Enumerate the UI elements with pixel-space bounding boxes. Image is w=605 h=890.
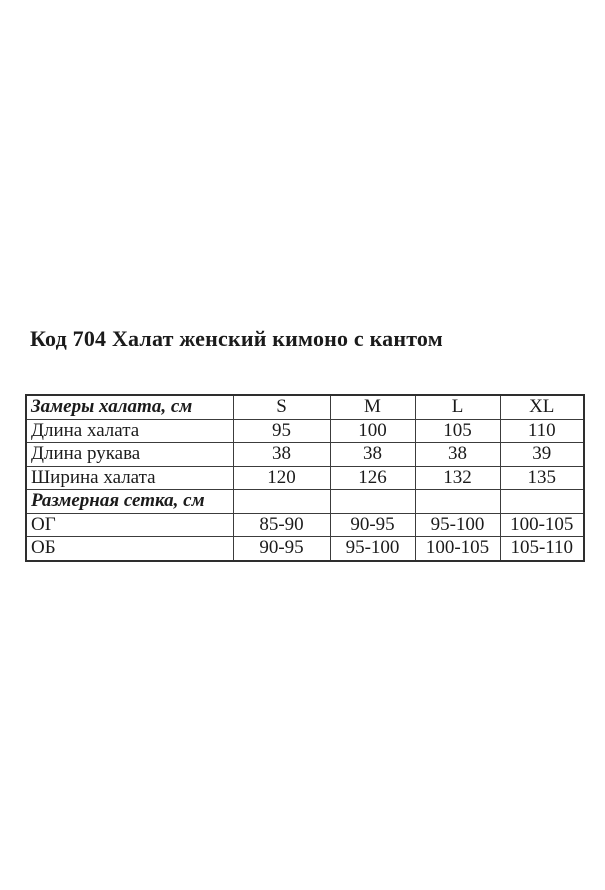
value-cell: 38 (330, 443, 415, 467)
table-row (26, 443, 584, 467)
value-cell: 100 (330, 419, 415, 443)
row-label-cell: Длина халата (26, 419, 233, 443)
value-cell: 100-105 (500, 513, 584, 537)
value-cell: 95-100 (330, 537, 415, 561)
header-label-cell: Замеры халата, см (26, 395, 233, 419)
size-header-l: L (415, 395, 500, 419)
value-cell: 110 (500, 419, 584, 443)
page-title: Код 704 Халат женский кимоно с кантом (30, 326, 443, 351)
table-row (26, 419, 584, 443)
table-header-row (26, 395, 584, 419)
empty-cell (415, 490, 500, 514)
row-label-cell: ОГ (26, 513, 233, 537)
empty-cell (233, 490, 330, 514)
value-cell: 135 (500, 466, 584, 490)
empty-cell (330, 490, 415, 514)
value-cell: 39 (500, 443, 584, 467)
row-label-cell: ОБ (26, 537, 233, 561)
value-cell: 90-95 (330, 513, 415, 537)
table-row (26, 537, 584, 561)
value-cell: 132 (415, 466, 500, 490)
size-table (25, 394, 585, 562)
table-row (26, 466, 584, 490)
value-cell: 105-110 (500, 537, 584, 561)
value-cell: 126 (330, 466, 415, 490)
size-header-xl: XL (500, 395, 584, 419)
value-cell: 85-90 (233, 513, 330, 537)
row-label-cell: Ширина халата (26, 466, 233, 490)
empty-cell (500, 490, 584, 514)
value-cell: 90-95 (233, 537, 330, 561)
value-cell: 38 (415, 443, 500, 467)
value-cell: 105 (415, 419, 500, 443)
value-cell: 120 (233, 466, 330, 490)
section-label-cell: Размерная сетка, см (26, 490, 233, 514)
value-cell: 38 (233, 443, 330, 467)
row-label-cell: Длина рукава (26, 443, 233, 467)
value-cell: 95-100 (415, 513, 500, 537)
value-cell: 100-105 (415, 537, 500, 561)
size-header-s: S (233, 395, 330, 419)
value-cell: 95 (233, 419, 330, 443)
table-section-row (26, 490, 584, 514)
size-header-m: M (330, 395, 415, 419)
table-row (26, 513, 584, 537)
